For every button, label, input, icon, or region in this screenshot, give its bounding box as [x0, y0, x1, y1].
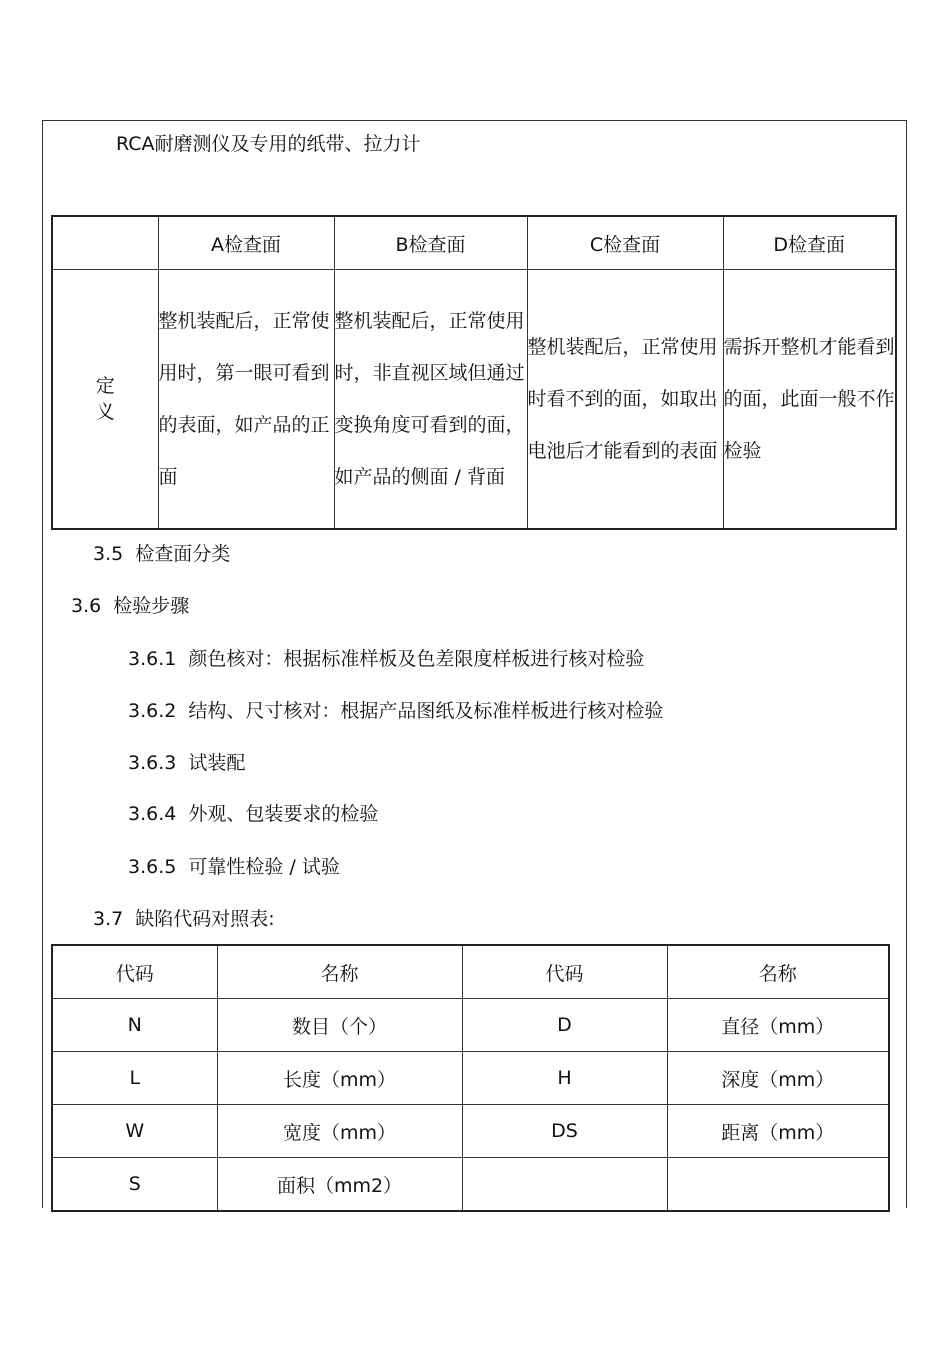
- name-cell: 深度（mm）: [667, 1052, 889, 1105]
- section-3-6-3: 3.6.3 试装配: [128, 752, 246, 774]
- surface-header-d: D检查面: [723, 216, 896, 270]
- surface-header-empty: [52, 216, 158, 270]
- name-cell: 面积（mm2）: [217, 1158, 462, 1212]
- definition-c: 整机装配后，正常使用时看不到的面，如取出电池后才能看到的表面: [527, 270, 723, 530]
- name-header: 名称: [667, 945, 889, 999]
- code-header: 代码: [462, 945, 667, 999]
- section-3-6-4: 3.6.4 外观、包装要求的检验: [128, 803, 379, 825]
- defect-code-table: [51, 944, 890, 1212]
- name-cell: 数目（个）: [217, 999, 462, 1052]
- section-3-7: 3.7 缺陷代码对照表:: [93, 908, 275, 930]
- code-cell: S: [52, 1158, 217, 1212]
- code-cell: DS: [462, 1105, 667, 1158]
- definition-b: 整机装配后，正常使用时，非直视区域但通过变换角度可看到的面，如产品的侧面 / 背面: [334, 270, 527, 530]
- name-cell: 距离（mm）: [667, 1105, 889, 1158]
- name-header: 名称: [217, 945, 462, 999]
- inspection-surface-table: [51, 215, 897, 530]
- definition-a: 整机装配后，正常使用时，第一眼可看到的表面，如产品的正面: [158, 270, 334, 530]
- definition-d: 需拆开整机才能看到的面，此面一般不作检验: [723, 270, 896, 530]
- name-cell: 宽度（mm）: [217, 1105, 462, 1158]
- code-header: 代码: [52, 945, 217, 999]
- section-3-6-5: 3.6.5 可靠性检验 / 试验: [128, 856, 340, 878]
- surface-definition-row: [52, 270, 896, 530]
- code-header-row: [52, 945, 889, 999]
- table-row: [52, 1052, 889, 1105]
- name-cell: 直径（mm）: [667, 999, 889, 1052]
- section-3-6-2: 3.6.2 结构、尺寸核对：根据产品图纸及标准样板进行核对检验: [128, 700, 664, 722]
- table-row: [52, 1105, 889, 1158]
- name-cell: 长度（mm）: [217, 1052, 462, 1105]
- equipment-line: RCA耐磨测仪及专用的纸带、拉力计: [116, 133, 421, 155]
- code-cell: [462, 1158, 667, 1212]
- definition-label-cell: [52, 270, 158, 530]
- name-cell: [667, 1158, 889, 1212]
- section-3-6-1: 3.6.1 颜色核对：根据标准样板及色差限度样板进行核对检验: [128, 648, 645, 670]
- table-row: [52, 999, 889, 1052]
- code-cell: N: [52, 999, 217, 1052]
- surface-header-row: [52, 216, 896, 270]
- section-3-5: 3.5 检查面分类: [93, 543, 231, 565]
- code-cell: W: [52, 1105, 217, 1158]
- code-cell: D: [462, 999, 667, 1052]
- code-cell: H: [462, 1052, 667, 1105]
- code-cell: L: [52, 1052, 217, 1105]
- surface-header-a: A检查面: [158, 216, 334, 270]
- table-row: [52, 1158, 889, 1212]
- surface-header-c: C检查面: [527, 216, 723, 270]
- section-3-6: 3.6 检验步骤: [71, 595, 190, 617]
- definition-label: 定义: [95, 375, 115, 423]
- surface-header-b: B检查面: [334, 216, 527, 270]
